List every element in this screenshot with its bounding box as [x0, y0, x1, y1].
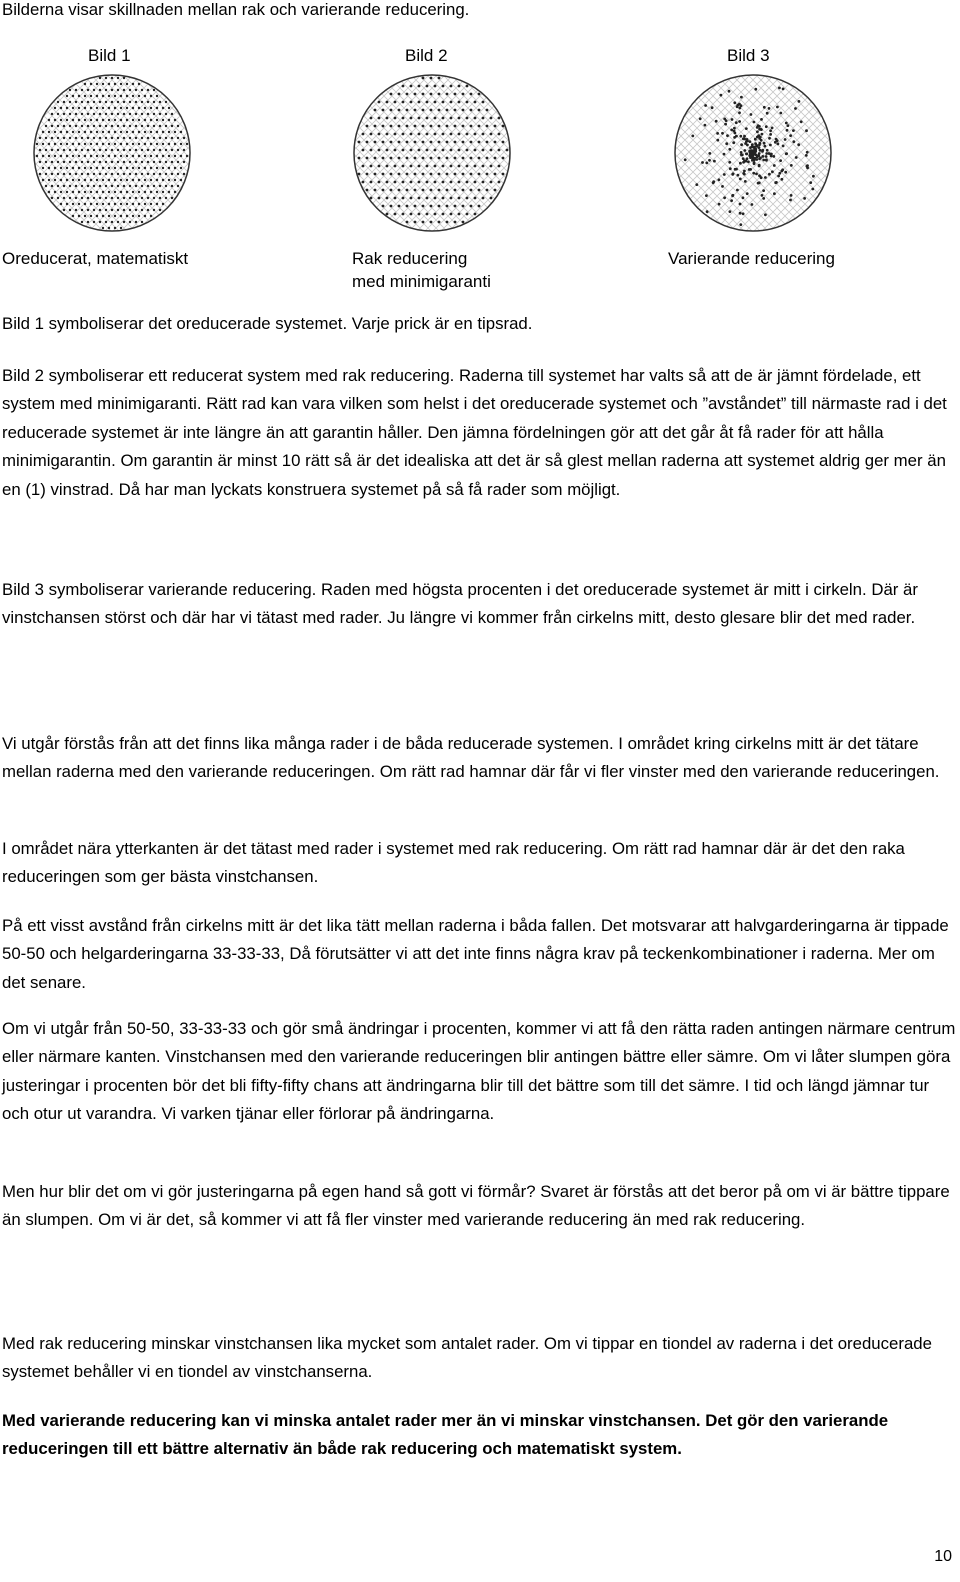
figure-3-caption-line: Varierande reducering [668, 249, 835, 268]
paragraph-1-text: Bild 1 symboliserar det oreducerade systemet. Varje prick är en tipsrad. [2, 314, 533, 333]
figure-1-circle [32, 72, 192, 234]
figure-2-caption-line-2: med minimigaranti [352, 272, 491, 291]
figure-2-caption [352, 247, 491, 293]
paragraph-8 [2, 1178, 957, 1235]
paragraph-2 [2, 362, 957, 504]
paragraph-4 [2, 730, 957, 787]
intro-text: Bilderna visar skillnaden mellan rak och varierande reducering. [2, 0, 470, 19]
figure-1-caption-line: Oreducerat, matematiskt [2, 249, 189, 268]
figure-3-label: Bild 3 [727, 46, 770, 65]
page-number: 10 [934, 1548, 952, 1565]
paragraph-10 [2, 1407, 957, 1464]
paragraph-6 [2, 912, 957, 997]
paragraph-9 [2, 1330, 957, 1387]
paragraph-9-text: Med rak reducering minskar vinstchansen lika mycket som antalet rader. Om vi tippar en tiondel av raderna i det oreducerade systemet behåller vi en tiondel av vinstchanserna. [2, 1334, 932, 1382]
paragraph-4-text: Vi utgår förstås från att det finns lika många rader i de båda reducerade systemen. I området kring cirkelns mitt är det tätare mellan raderna med den varierande reduceringen. Om rätt rad hamnar där får vi fler vinster med den varierande reduceringen. [2, 734, 940, 782]
paragraph-5 [2, 835, 957, 892]
paragraph-7-text: Om vi utgår från 50-50, 33-33-33 och gör små ändringar i procenten, kommer vi att få den rätta raden antingen närmare centrum eller närmare kanten. Vinstchansen med den varierande reduceringen blir antingen bättre eller sämre. Om vi låter slumpen göra justeringar i procenten bör det bli fifty-fifty chans att ändringarna blir till det bättre som till det sämre. I tid och längd jämnar tur och otur ut varandra. Vi varken tjänar eller förlorar på ändringarna. [2, 1019, 956, 1124]
paragraph-3-text: Bild 3 symboliserar varierande reducering. Raden med högsta procenten i det oreducerade systemet är mitt i cirkeln. Där är vinstchansen störst och där har vi tätast med rader. Ju längre vi kommer från cirkelns mitt, desto glesare blir det med rader. [2, 580, 918, 628]
paragraph-5-text: I området nära ytterkanten är det tätast med rader i systemet med rak reducering. Om rätt rad hamnar där är det den raka reduceringen som ger bästa vinstchansen. [2, 839, 905, 887]
paragraph-7 [2, 1015, 957, 1129]
paragraph-8-text: Men hur blir det om vi gör justeringarna på egen hand så gott vi förmår? Svaret är förstås att det beror på om vi är bättre tippare än slumpen. Om vi är det, så kommer vi att få fler vinster med varierande reducering än med rak reducering. [2, 1182, 950, 1230]
figure-1-label: Bild 1 [88, 46, 131, 65]
paragraph-1 [2, 310, 957, 338]
figure-2-circle [352, 72, 512, 234]
figure-2-caption-line-1: Rak reducering [352, 249, 468, 268]
paragraph-6-text: På ett visst avstånd från cirkelns mitt är det lika tätt mellan raderna i båda fallen. Det motsvarar att halvgarderingarna är tippade 50-50 och helgarderingarna 33-33-33, Då förutsätter vi att det inte finns några krav på teckenkombinationer i raderna. Mer om det senare. [2, 916, 949, 992]
figure-3-caption [668, 247, 835, 270]
paragraph-10-text: Med varierande reducering kan vi minska antalet rader mer än vi minskar vinstchansen. Det gör den varierande reduceringen till ett bättre alternativ än både rak reducering och matematiskt system. [2, 1411, 889, 1459]
figure-1-caption [2, 247, 188, 270]
figure-3-circle [673, 72, 833, 234]
paragraph-2-text: Bild 2 symboliserar ett reducerat system med rak reducering. Raderna till systemet har valts så att de är jämnt fördelade, ett system med minimigaranti. Rätt rad kan vara vilken som helst i det oreducerade systemet och ”avståndet” till närmaste rad i det reducerade systemet är inte längre än att garantin håller. Den jämna fördelningen gör att det går åt få rader för att hålla minimigarantin. Om garantin är minst 10 rätt så är det idealiska att det är så glest mellan raderna att systemet aldrig ger mer än en (1) vinstrad. Då har man lyckats konstruera systemet på så få rader som möjligt. [2, 366, 947, 499]
figure-2-label: Bild 2 [405, 46, 448, 65]
paragraph-3 [2, 576, 957, 633]
